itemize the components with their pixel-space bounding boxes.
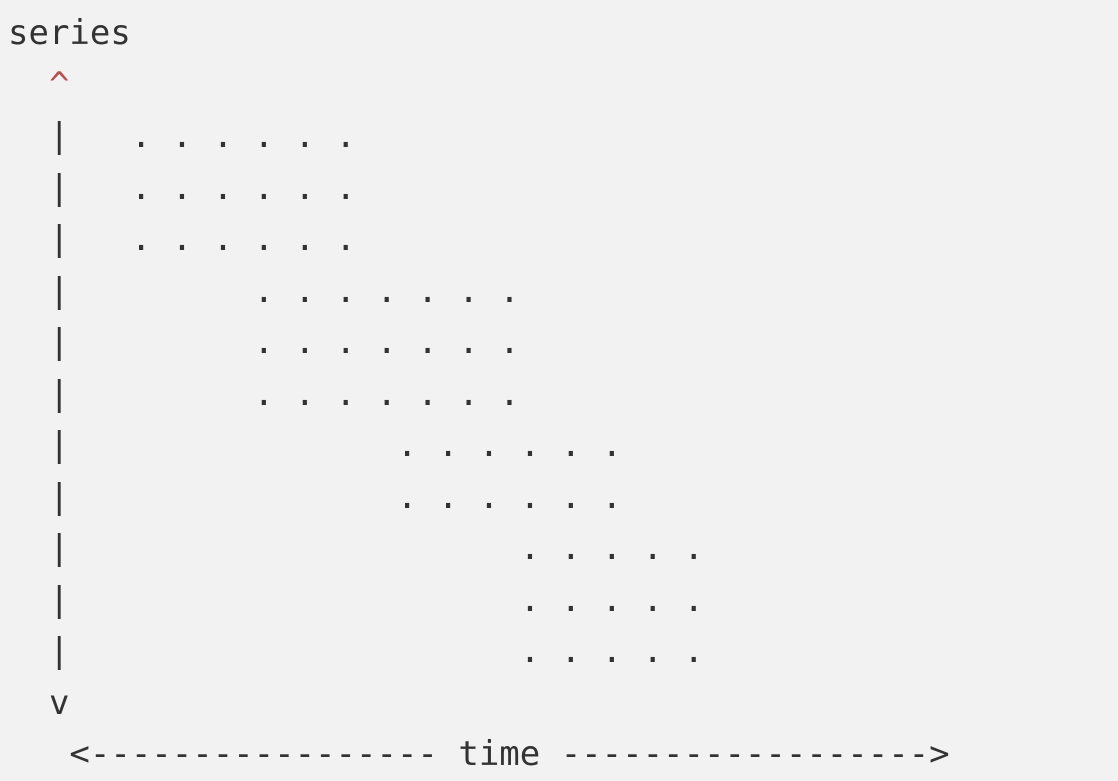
up-arrow-icon: ^ bbox=[48, 64, 70, 105]
time-axis: <----------------- time ------------------> bbox=[69, 734, 950, 774]
series-label: series bbox=[8, 13, 131, 53]
diagram-row-5: | . . . . . . . bbox=[8, 322, 520, 362]
diagram-row-4: | . . . . . . . bbox=[8, 270, 520, 311]
diagram-row-10: | . . . . . bbox=[8, 579, 704, 620]
rows-container bbox=[8, 111, 1118, 678]
diagram-row-6: | . . . . . . . bbox=[8, 373, 520, 414]
diagram-row-2: | . . . . . . bbox=[8, 167, 356, 208]
diagram-row-1: | . . . . . . bbox=[8, 116, 356, 156]
down-arrow-icon: v bbox=[48, 682, 70, 723]
diagram-row-3: | . . . . . . bbox=[8, 219, 356, 259]
diagram-row-9: | . . . . . bbox=[8, 528, 704, 568]
diagram-row-11: | . . . . . bbox=[8, 631, 704, 671]
time-axis-line bbox=[8, 729, 1118, 781]
diagram-row-7: | . . . . . . bbox=[8, 425, 623, 465]
ascii-diagram bbox=[8, 8, 1118, 781]
y-axis-bottom-line bbox=[8, 678, 1118, 730]
y-axis-top-line bbox=[8, 60, 1118, 112]
diagram-row-8: | . . . . . . bbox=[8, 476, 623, 517]
